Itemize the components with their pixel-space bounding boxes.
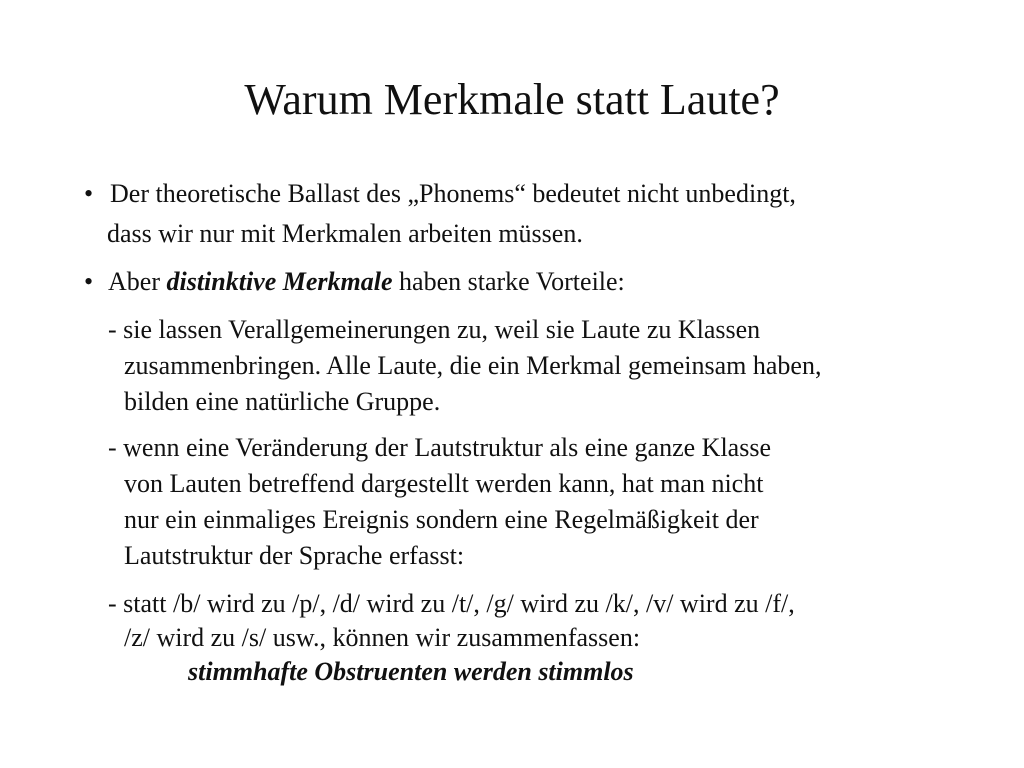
sub-2-line-1: - wenn eine Veränderung der Lautstruktur als eine ganze Klasse: [108, 433, 771, 462]
sub-1-line-3: bilden eine natürliche Gruppe.: [124, 387, 441, 416]
bullet-2-suffix: haben starke Vorteile:: [392, 267, 625, 296]
sub-3-line-2: /z/ wird zu /s/ usw., können wir zusammenfassen:: [124, 623, 641, 652]
bullet-2-emphasis: distinktive Merkmale: [166, 267, 393, 296]
sub-2-line-3: nur ein einmaliges Ereignis sondern eine Regelmäßigkeit der: [124, 505, 759, 534]
bullet-2-marker: •: [84, 267, 94, 296]
sub-2-line-4: Lautstruktur der Sprache erfasst:: [124, 541, 465, 570]
bullet-1-line-1: Der theoretische Ballast des „Phonems“ bedeutet nicht unbedingt,: [110, 179, 796, 208]
sub-1-line-1: - sie lassen Verallgemeinerungen zu, weil sie Laute zu Klassen: [108, 315, 761, 344]
sub-1-line-2: zusammenbringen. Alle Laute, die ein Merkmal gemeinsam haben,: [124, 351, 822, 380]
bullet-2-line: [108, 266, 625, 298]
bullet-2-prefix: Aber: [108, 267, 167, 296]
sub-2-line-2: von Lauten betreffend dargestellt werden kann, hat man nicht: [124, 469, 764, 498]
sub-3-conclusion: stimmhafte Obstruenten werden stimmlos: [188, 657, 634, 686]
bullet-1-line-2: dass wir nur mit Merkmalen arbeiten müssen.: [107, 219, 583, 248]
sub-3-line-1: - statt /b/ wird zu /p/, /d/ wird zu /t/, /g/ wird zu /k/, /v/ wird zu /f/,: [108, 589, 795, 618]
slide-title: Warum Merkmale statt Laute?: [244, 75, 780, 124]
bullet-1-marker: •: [84, 179, 94, 208]
